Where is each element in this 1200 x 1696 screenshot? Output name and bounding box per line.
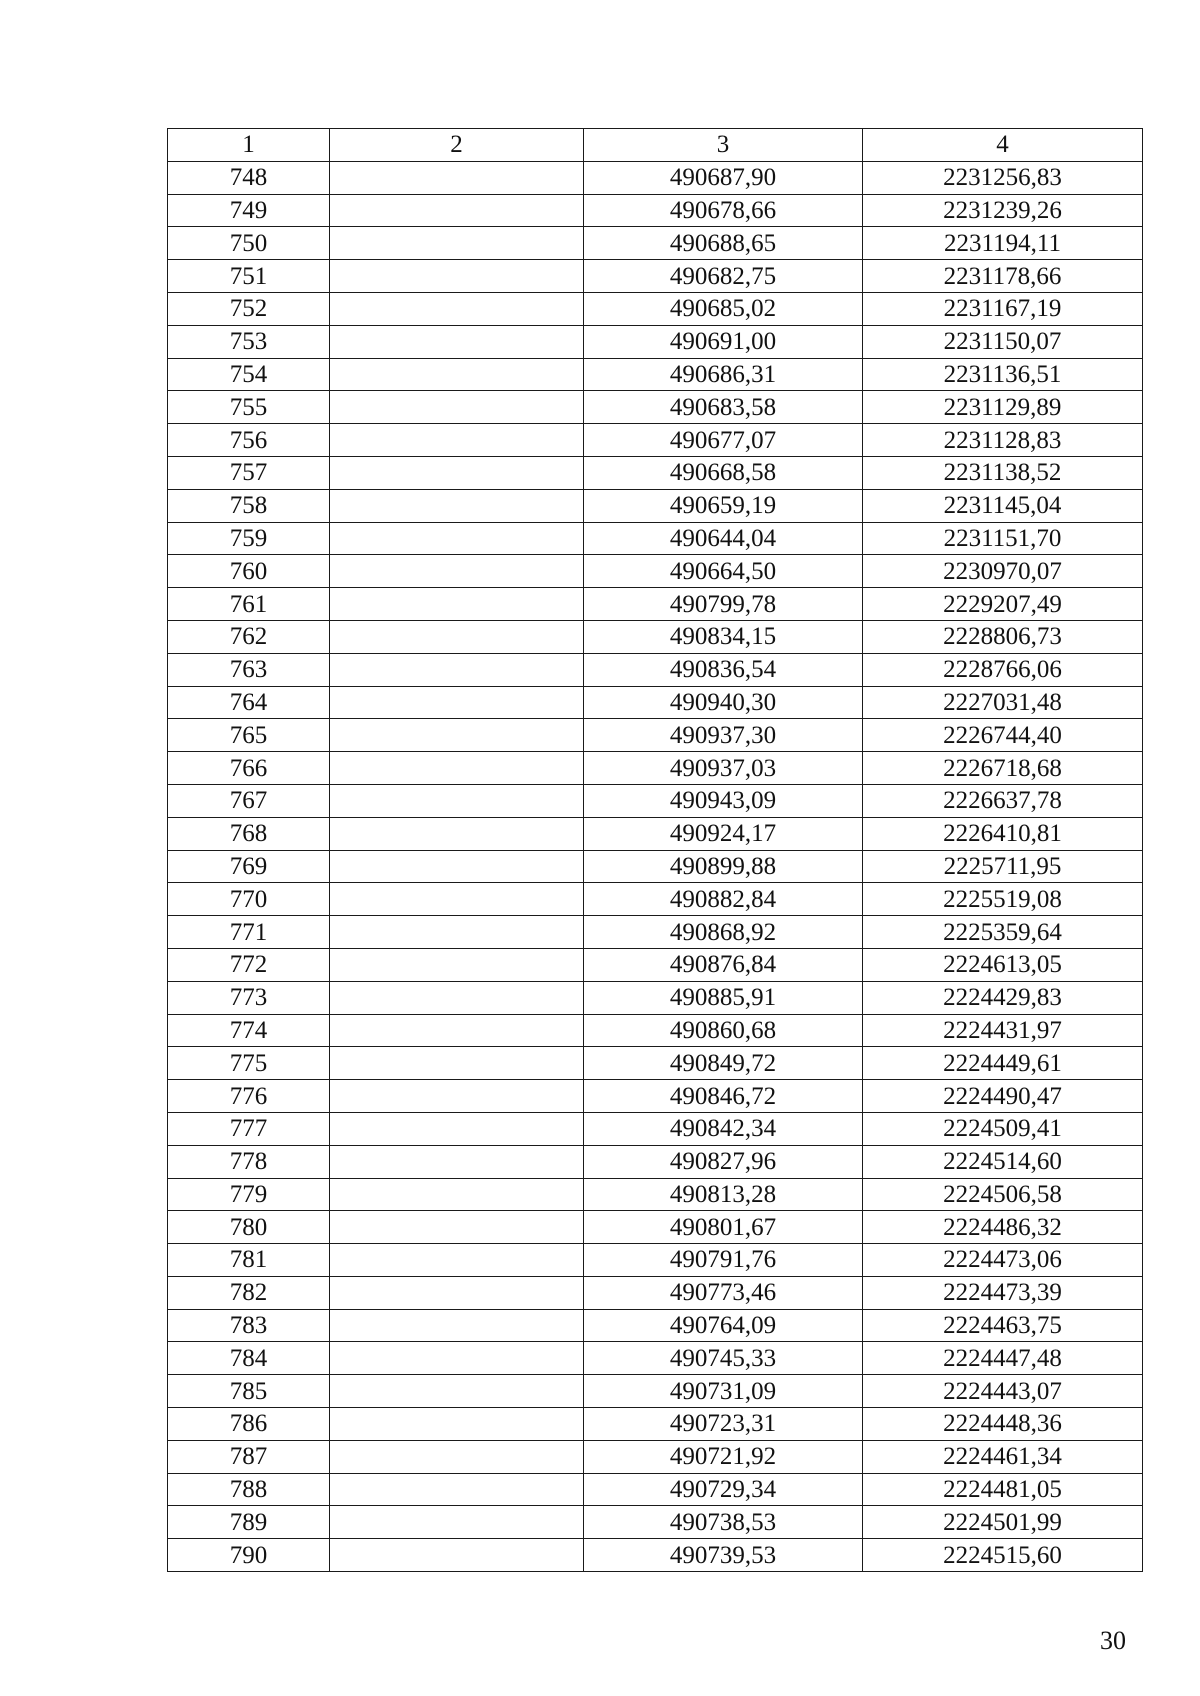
x-coordinate-cell: 490687,90 [584, 161, 863, 194]
table-row [168, 260, 1143, 293]
point-number-cell: 765 [168, 719, 330, 752]
table-row [168, 850, 1143, 883]
y-coordinate-cell: 2231129,89 [863, 391, 1143, 424]
x-coordinate-cell: 490721,92 [584, 1440, 863, 1473]
description-cell [330, 784, 584, 817]
y-coordinate-cell: 2231145,04 [863, 489, 1143, 522]
table-row [168, 555, 1143, 588]
point-number-cell: 775 [168, 1047, 330, 1080]
x-coordinate-cell: 490860,68 [584, 1014, 863, 1047]
column-header-2: 2 [330, 129, 584, 162]
table-row [168, 456, 1143, 489]
description-cell [330, 1506, 584, 1539]
table-row [168, 1244, 1143, 1277]
column-header-1: 1 [168, 129, 330, 162]
point-number-cell: 750 [168, 227, 330, 260]
x-coordinate-cell: 490943,09 [584, 784, 863, 817]
table-row [168, 489, 1143, 522]
table-row [168, 981, 1143, 1014]
column-header-3: 3 [584, 129, 863, 162]
table-row [168, 391, 1143, 424]
table-row [168, 1047, 1143, 1080]
point-number-cell: 768 [168, 817, 330, 850]
y-coordinate-cell: 2225519,08 [863, 883, 1143, 916]
description-cell [330, 1473, 584, 1506]
point-number-cell: 773 [168, 981, 330, 1014]
description-cell [330, 555, 584, 588]
description-cell [330, 325, 584, 358]
description-cell [330, 588, 584, 621]
description-cell [330, 1276, 584, 1309]
y-coordinate-cell: 2231150,07 [863, 325, 1143, 358]
x-coordinate-cell: 490836,54 [584, 653, 863, 686]
description-cell [330, 686, 584, 719]
x-coordinate-cell: 490677,07 [584, 424, 863, 457]
point-number-cell: 755 [168, 391, 330, 424]
point-number-cell: 752 [168, 292, 330, 325]
y-coordinate-cell: 2224490,47 [863, 1080, 1143, 1113]
x-coordinate-cell: 490691,00 [584, 325, 863, 358]
x-coordinate-cell: 490764,09 [584, 1309, 863, 1342]
table-row [168, 1506, 1143, 1539]
x-coordinate-cell: 490834,15 [584, 620, 863, 653]
x-coordinate-cell: 490738,53 [584, 1506, 863, 1539]
y-coordinate-cell: 2229207,49 [863, 588, 1143, 621]
description-cell [330, 489, 584, 522]
coordinates-table [167, 128, 1143, 1572]
description-cell [330, 620, 584, 653]
table-row [168, 161, 1143, 194]
description-cell [330, 194, 584, 227]
table-row [168, 784, 1143, 817]
point-number-cell: 784 [168, 1342, 330, 1375]
y-coordinate-cell: 2225359,64 [863, 916, 1143, 949]
x-coordinate-cell: 490644,04 [584, 522, 863, 555]
point-number-cell: 790 [168, 1539, 330, 1572]
x-coordinate-cell: 490937,30 [584, 719, 863, 752]
x-coordinate-cell: 490678,66 [584, 194, 863, 227]
description-cell [330, 1014, 584, 1047]
point-number-cell: 776 [168, 1080, 330, 1113]
description-cell [330, 1211, 584, 1244]
point-number-cell: 786 [168, 1408, 330, 1441]
x-coordinate-cell: 490849,72 [584, 1047, 863, 1080]
description-cell [330, 260, 584, 293]
point-number-cell: 777 [168, 1112, 330, 1145]
y-coordinate-cell: 2231128,83 [863, 424, 1143, 457]
x-coordinate-cell: 490842,34 [584, 1112, 863, 1145]
description-cell [330, 1244, 584, 1277]
table-row [168, 292, 1143, 325]
table-row [168, 1112, 1143, 1145]
x-coordinate-cell: 490801,67 [584, 1211, 863, 1244]
point-number-cell: 749 [168, 194, 330, 227]
point-number-cell: 782 [168, 1276, 330, 1309]
table-row [168, 1080, 1143, 1113]
x-coordinate-cell: 490924,17 [584, 817, 863, 850]
table-row [168, 1276, 1143, 1309]
description-cell [330, 981, 584, 1014]
y-coordinate-cell: 2228806,73 [863, 620, 1143, 653]
table-row [168, 948, 1143, 981]
y-coordinate-cell: 2231178,66 [863, 260, 1143, 293]
point-number-cell: 757 [168, 456, 330, 489]
x-coordinate-cell: 490899,88 [584, 850, 863, 883]
y-coordinate-cell: 2224473,39 [863, 1276, 1143, 1309]
description-cell [330, 161, 584, 194]
y-coordinate-cell: 2224509,41 [863, 1112, 1143, 1145]
y-coordinate-cell: 2226410,81 [863, 817, 1143, 850]
x-coordinate-cell: 490668,58 [584, 456, 863, 489]
description-cell [330, 653, 584, 686]
y-coordinate-cell: 2227031,48 [863, 686, 1143, 719]
y-coordinate-cell: 2224486,32 [863, 1211, 1143, 1244]
description-cell [330, 916, 584, 949]
table-row [168, 1014, 1143, 1047]
point-number-cell: 788 [168, 1473, 330, 1506]
x-coordinate-cell: 490731,09 [584, 1375, 863, 1408]
y-coordinate-cell: 2231136,51 [863, 358, 1143, 391]
table-row [168, 752, 1143, 785]
table-header [168, 129, 1143, 162]
description-cell [330, 1309, 584, 1342]
x-coordinate-cell: 490827,96 [584, 1145, 863, 1178]
table-row [168, 227, 1143, 260]
table-row [168, 1473, 1143, 1506]
y-coordinate-cell: 2226637,78 [863, 784, 1143, 817]
x-coordinate-cell: 490876,84 [584, 948, 863, 981]
description-cell [330, 1375, 584, 1408]
description-cell [330, 1178, 584, 1211]
y-coordinate-cell: 2224613,05 [863, 948, 1143, 981]
y-coordinate-cell: 2224506,58 [863, 1178, 1143, 1211]
description-cell [330, 1047, 584, 1080]
point-number-cell: 779 [168, 1178, 330, 1211]
point-number-cell: 751 [168, 260, 330, 293]
x-coordinate-cell: 490885,91 [584, 981, 863, 1014]
point-number-cell: 789 [168, 1506, 330, 1539]
x-coordinate-cell: 490739,53 [584, 1539, 863, 1572]
x-coordinate-cell: 490664,50 [584, 555, 863, 588]
point-number-cell: 753 [168, 325, 330, 358]
point-number-cell: 761 [168, 588, 330, 621]
x-coordinate-cell: 490773,46 [584, 1276, 863, 1309]
point-number-cell: 760 [168, 555, 330, 588]
table-row [168, 653, 1143, 686]
x-coordinate-cell: 490882,84 [584, 883, 863, 916]
table-row [168, 522, 1143, 555]
x-coordinate-cell: 490868,92 [584, 916, 863, 949]
description-cell [330, 752, 584, 785]
point-number-cell: 759 [168, 522, 330, 555]
y-coordinate-cell: 2224501,99 [863, 1506, 1143, 1539]
x-coordinate-cell: 490685,02 [584, 292, 863, 325]
point-number-cell: 772 [168, 948, 330, 981]
point-number-cell: 763 [168, 653, 330, 686]
y-coordinate-cell: 2231138,52 [863, 456, 1143, 489]
table-row [168, 1178, 1143, 1211]
description-cell [330, 948, 584, 981]
point-number-cell: 783 [168, 1309, 330, 1342]
description-cell [330, 292, 584, 325]
table-row [168, 1309, 1143, 1342]
table-row [168, 1539, 1143, 1572]
description-cell [330, 1112, 584, 1145]
description-cell [330, 850, 584, 883]
table-row [168, 325, 1143, 358]
x-coordinate-cell: 490688,65 [584, 227, 863, 260]
point-number-cell: 762 [168, 620, 330, 653]
y-coordinate-cell: 2224429,83 [863, 981, 1143, 1014]
x-coordinate-cell: 490940,30 [584, 686, 863, 719]
y-coordinate-cell: 2226718,68 [863, 752, 1143, 785]
y-coordinate-cell: 2224447,48 [863, 1342, 1143, 1375]
point-number-cell: 764 [168, 686, 330, 719]
point-number-cell: 748 [168, 161, 330, 194]
x-coordinate-cell: 490683,58 [584, 391, 863, 424]
x-coordinate-cell: 490729,34 [584, 1473, 863, 1506]
y-coordinate-cell: 2224515,60 [863, 1539, 1143, 1572]
table-row [168, 194, 1143, 227]
y-coordinate-cell: 2224481,05 [863, 1473, 1143, 1506]
description-cell [330, 1342, 584, 1375]
x-coordinate-cell: 490686,31 [584, 358, 863, 391]
description-cell [330, 817, 584, 850]
table-row [168, 1211, 1143, 1244]
column-header-4: 4 [863, 129, 1143, 162]
description-cell [330, 1080, 584, 1113]
y-coordinate-cell: 2231167,19 [863, 292, 1143, 325]
point-number-cell: 774 [168, 1014, 330, 1047]
point-number-cell: 756 [168, 424, 330, 457]
description-cell [330, 1440, 584, 1473]
table-row [168, 1342, 1143, 1375]
point-number-cell: 754 [168, 358, 330, 391]
point-number-cell: 770 [168, 883, 330, 916]
y-coordinate-cell: 2224443,07 [863, 1375, 1143, 1408]
y-coordinate-cell: 2226744,40 [863, 719, 1143, 752]
y-coordinate-cell: 2224431,97 [863, 1014, 1143, 1047]
x-coordinate-cell: 490813,28 [584, 1178, 863, 1211]
x-coordinate-cell: 490846,72 [584, 1080, 863, 1113]
description-cell [330, 227, 584, 260]
table-row [168, 1440, 1143, 1473]
y-coordinate-cell: 2228766,06 [863, 653, 1143, 686]
table-row [168, 817, 1143, 850]
page-number: 30 [1100, 1626, 1126, 1655]
point-number-cell: 758 [168, 489, 330, 522]
table-row [168, 1375, 1143, 1408]
y-coordinate-cell: 2224461,34 [863, 1440, 1143, 1473]
description-cell [330, 883, 584, 916]
description-cell [330, 719, 584, 752]
x-coordinate-cell: 490745,33 [584, 1342, 863, 1375]
x-coordinate-cell: 490937,03 [584, 752, 863, 785]
x-coordinate-cell: 490659,19 [584, 489, 863, 522]
description-cell [330, 358, 584, 391]
point-number-cell: 781 [168, 1244, 330, 1277]
table-row [168, 883, 1143, 916]
table-row [168, 358, 1143, 391]
description-cell [330, 522, 584, 555]
point-number-cell: 771 [168, 916, 330, 949]
description-cell [330, 424, 584, 457]
table-body [168, 161, 1143, 1571]
y-coordinate-cell: 2225711,95 [863, 850, 1143, 883]
y-coordinate-cell: 2224463,75 [863, 1309, 1143, 1342]
point-number-cell: 787 [168, 1440, 330, 1473]
header-row [168, 129, 1143, 162]
description-cell [330, 1539, 584, 1572]
coordinates-table-container [167, 128, 1142, 1572]
x-coordinate-cell: 490791,76 [584, 1244, 863, 1277]
y-coordinate-cell: 2224514,60 [863, 1145, 1143, 1178]
table-row [168, 588, 1143, 621]
description-cell [330, 391, 584, 424]
y-coordinate-cell: 2224473,06 [863, 1244, 1143, 1277]
table-row [168, 1145, 1143, 1178]
y-coordinate-cell: 2224448,36 [863, 1408, 1143, 1441]
description-cell [330, 1408, 584, 1441]
x-coordinate-cell: 490799,78 [584, 588, 863, 621]
y-coordinate-cell: 2231151,70 [863, 522, 1143, 555]
y-coordinate-cell: 2231194,11 [863, 227, 1143, 260]
table-row [168, 424, 1143, 457]
table-row [168, 620, 1143, 653]
table-row [168, 719, 1143, 752]
y-coordinate-cell: 2230970,07 [863, 555, 1143, 588]
table-row [168, 686, 1143, 719]
table-row [168, 916, 1143, 949]
point-number-cell: 778 [168, 1145, 330, 1178]
description-cell [330, 456, 584, 489]
y-coordinate-cell: 2224449,61 [863, 1047, 1143, 1080]
description-cell [330, 1145, 584, 1178]
point-number-cell: 766 [168, 752, 330, 785]
point-number-cell: 769 [168, 850, 330, 883]
point-number-cell: 780 [168, 1211, 330, 1244]
y-coordinate-cell: 2231256,83 [863, 161, 1143, 194]
table-row [168, 1408, 1143, 1441]
point-number-cell: 785 [168, 1375, 330, 1408]
y-coordinate-cell: 2231239,26 [863, 194, 1143, 227]
point-number-cell: 767 [168, 784, 330, 817]
x-coordinate-cell: 490682,75 [584, 260, 863, 293]
x-coordinate-cell: 490723,31 [584, 1408, 863, 1441]
